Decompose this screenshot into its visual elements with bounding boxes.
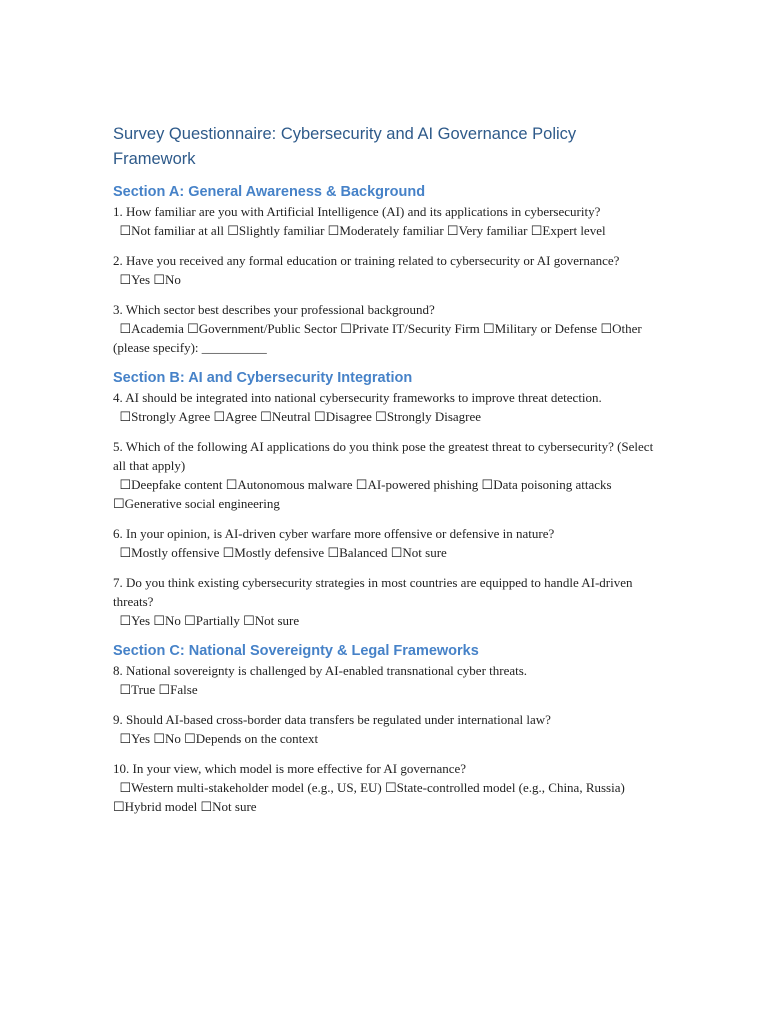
answer-option-label: Hybrid model (124, 799, 198, 814)
survey-question (113, 661, 663, 699)
answer-options (113, 545, 447, 560)
answer-options (113, 682, 198, 697)
survey-question (113, 300, 663, 357)
answer-option-label: State-controlled model (e.g., China, Russia) (396, 780, 625, 795)
checkbox-icon[interactable]: ☐ (153, 731, 165, 746)
checkbox-icon[interactable]: ☐ (314, 409, 326, 424)
checkbox-icon[interactable]: ☐ (200, 799, 213, 814)
checkbox-icon[interactable]: ☐ (184, 613, 196, 628)
checkbox-icon[interactable]: ☐ (340, 321, 352, 336)
answer-option-label: Private IT/Security Firm (351, 321, 480, 336)
question-text: 5. Which of the following AI applications do you think pose the greatest threat to cybersecurity? (Select all that apply) (113, 439, 654, 473)
answer-option-label: Not sure (254, 613, 300, 628)
answer-option-label: No (164, 613, 181, 628)
answer-option-label: Agree (225, 409, 257, 424)
checkbox-icon[interactable]: ☐ (530, 223, 543, 238)
survey-body (113, 182, 663, 816)
survey-question (113, 202, 663, 240)
page-title: Survey Questionnaire: Cybersecurity and AI Governance Policy Framework (113, 125, 577, 168)
checkbox-icon[interactable]: ☐ (222, 545, 235, 560)
section-heading: Section B: AI and Cybersecurity Integration (113, 370, 413, 386)
checkbox-icon[interactable]: ☐ (355, 477, 368, 492)
answer-option-label: Mostly defensive (234, 545, 325, 560)
survey-question (113, 251, 663, 289)
answer-options (113, 321, 642, 355)
checkbox-icon[interactable]: ☐ (153, 613, 165, 628)
answer-option-label: Academia (131, 321, 184, 336)
answer-option-label: Yes (131, 613, 151, 628)
question-text: 8. National sovereignty is challenged by AI-enabled transnational cyber threats. (113, 663, 528, 678)
answer-option-label: Strongly Disagree (386, 409, 482, 424)
survey-question (113, 524, 663, 562)
survey-question (113, 573, 663, 630)
checkbox-icon[interactable]: ☐ (187, 321, 199, 336)
checkbox-icon[interactable]: ☐ (119, 780, 132, 795)
question-text: 6. In your opinion, is AI-driven cyber warfare more offensive or defensive in nature? (113, 526, 555, 541)
answer-option-label: Very familiar (458, 223, 528, 238)
checkbox-icon[interactable]: ☐ (119, 682, 132, 697)
checkbox-icon[interactable]: ☐ (113, 496, 125, 511)
answer-options (113, 272, 181, 287)
checkbox-icon[interactable]: ☐ (227, 223, 239, 238)
answer-option-label: AI-powered phishing (367, 477, 479, 492)
answer-option-label: Mostly offensive (131, 545, 220, 560)
checkbox-icon[interactable]: ☐ (113, 799, 125, 814)
answer-option-label: False (170, 682, 198, 697)
answer-option-label: Generative social engineering (124, 496, 280, 511)
answer-options (113, 613, 299, 628)
answer-option-label: Government/Public Sector (198, 321, 338, 336)
answer-option-label: Not sure (212, 799, 257, 814)
survey-question (113, 437, 663, 513)
answer-option-label: Deepfake content (131, 477, 223, 492)
question-text: 7. Do you think existing cybersecurity strategies in most countries are equipped to handle AI-driven threats? (113, 575, 633, 609)
checkbox-icon[interactable]: ☐ (213, 409, 226, 424)
checkbox-icon[interactable]: ☐ (184, 731, 196, 746)
checkbox-icon[interactable]: ☐ (119, 272, 132, 287)
answer-option-label: Neutral (271, 409, 311, 424)
answer-option-label: Other (please specify): __________ (113, 321, 642, 355)
survey-question (113, 388, 663, 426)
answer-option-label: True (131, 682, 156, 697)
question-text: 9. Should AI-based cross-border data transfers be regulated under international law? (113, 712, 551, 727)
survey-question (113, 759, 663, 816)
checkbox-icon[interactable]: ☐ (119, 477, 132, 492)
answer-options (113, 223, 606, 238)
answer-option-label: Partially (195, 613, 240, 628)
checkbox-icon[interactable]: ☐ (385, 780, 397, 795)
section-heading: Section A: General Awareness & Background (113, 184, 426, 200)
answer-option-label: Yes (131, 731, 151, 746)
answer-option-label: Data poisoning attacks (493, 477, 612, 492)
checkbox-icon[interactable]: ☐ (327, 223, 340, 238)
checkbox-icon[interactable]: ☐ (327, 545, 340, 560)
question-text: 2. Have you received any formal education or training related to cybersecurity or AI governance? (113, 253, 620, 268)
section-heading: Section C: National Sovereignty & Legal Frameworks (113, 643, 479, 659)
checkbox-icon[interactable]: ☐ (119, 321, 132, 336)
answer-option-label: Not sure (402, 545, 447, 560)
checkbox-icon[interactable]: ☐ (446, 223, 459, 238)
checkbox-icon[interactable]: ☐ (483, 321, 495, 336)
checkbox-icon[interactable]: ☐ (153, 272, 165, 287)
answer-options (113, 409, 481, 424)
checkbox-icon[interactable]: ☐ (600, 321, 613, 336)
question-text: 3. Which sector best describes your professional background? (113, 302, 435, 317)
answer-option-label: Moderately familiar (339, 223, 444, 238)
answer-option-label: Balanced (339, 545, 388, 560)
checkbox-icon[interactable]: ☐ (260, 409, 272, 424)
checkbox-icon[interactable]: ☐ (225, 477, 238, 492)
checkbox-icon[interactable]: ☐ (119, 223, 132, 238)
question-text: 1. How familiar are you with Artificial Intelligence (AI) and its applications in cybersecurity? (113, 204, 601, 219)
answer-option-label: No (164, 272, 181, 287)
answer-option-label: Yes (131, 272, 151, 287)
answer-options (113, 780, 625, 814)
answer-option-label: Slightly familiar (238, 223, 325, 238)
answer-option-label: Depends on the context (195, 731, 319, 746)
question-text: 10. In your view, which model is more effective for AI governance? (113, 761, 467, 776)
checkbox-icon[interactable]: ☐ (119, 731, 132, 746)
answer-option-label: Disagree (325, 409, 372, 424)
answer-option-label: No (164, 731, 181, 746)
survey-question (113, 710, 663, 748)
checkbox-icon[interactable]: ☐ (119, 409, 132, 424)
checkbox-icon[interactable]: ☐ (243, 613, 255, 628)
question-text: 4. AI should be integrated into national cybersecurity frameworks to improve threat detection. (113, 390, 602, 405)
answer-options (113, 477, 612, 511)
checkbox-icon[interactable]: ☐ (375, 409, 387, 424)
document-page (113, 122, 663, 827)
checkbox-icon[interactable]: ☐ (119, 545, 132, 560)
answer-option-label: Not familiar at all (131, 223, 224, 238)
answer-option-label: Military or Defense (494, 321, 598, 336)
answer-options (113, 731, 318, 746)
answer-option-label: Expert level (542, 223, 606, 238)
checkbox-icon[interactable]: ☐ (158, 682, 171, 697)
answer-option-label: Autonomous malware (237, 477, 353, 492)
checkbox-icon[interactable]: ☐ (481, 477, 494, 492)
checkbox-icon[interactable]: ☐ (390, 545, 403, 560)
answer-option-label: Strongly Agree (131, 409, 211, 424)
answer-option-label: Western multi-stakeholder model (e.g., US, EU) (131, 780, 382, 795)
checkbox-icon[interactable]: ☐ (119, 613, 132, 628)
